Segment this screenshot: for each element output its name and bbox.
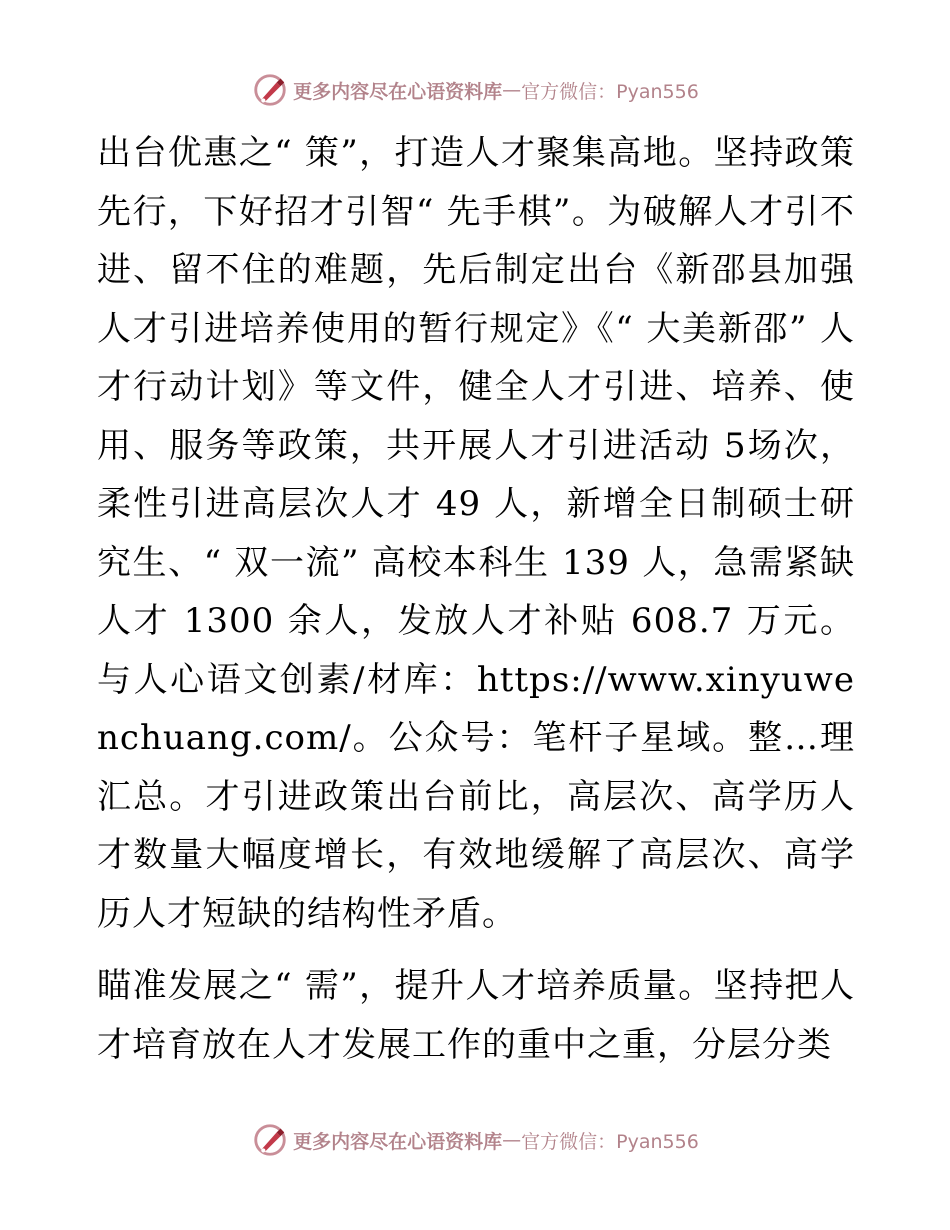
watermark-brand: 更多内容尽在心语资料库 (293, 1130, 503, 1153)
paragraph-2: 瞄准发展之“ 需”，提升人才培养质量。坚持把人才培育放在人才发展工作的重中之重，分层分类 (97, 966, 855, 1065)
watermark-separator: — (502, 1129, 522, 1151)
watermark-contact: 官方微信：Pyan556 (521, 1130, 699, 1153)
watermark-separator: — (502, 79, 522, 101)
pen-nib-logo-icon (251, 1121, 289, 1159)
paragraph-1: 出台优惠之“ 策”，打造人才聚集高地。坚持政策先行，下好招才引智“ 先手棋”。为破解人才引不进、留不住的难题，先后制定出台《新邵县加强人才引进培养使用的暂行规定》《“ 大美新邵” 人才行动计划》等文件，健全人才引进、培养、使用、服务等政策，共开展人才引进活动 5场次，柔性引进高层次人才 49 人，新增全日制硕士研究生、“ 双一流” 高校本科生 139 人，急需紧缺人才 1300 余人，发放人才补贴 608.7 万元。与人心语文创素/材库：https://www.xinyuwenchuang.com/。公众号：笔杆子星域。整…理汇总。才引进政策出台前比，高层次、高学历人才数量大幅度增长，有效地缓解了高层次、高学历人才短缺的结构性矛盾。 (97, 133, 855, 934)
pen-nib-logo-icon (251, 71, 289, 109)
watermark-contact: 官方微信：Pyan556 (521, 80, 699, 103)
document-body (97, 124, 855, 1074)
footer-watermark (0, 1120, 950, 1160)
header-watermark (0, 70, 950, 110)
watermark-brand: 更多内容尽在心语资料库 (293, 80, 503, 103)
